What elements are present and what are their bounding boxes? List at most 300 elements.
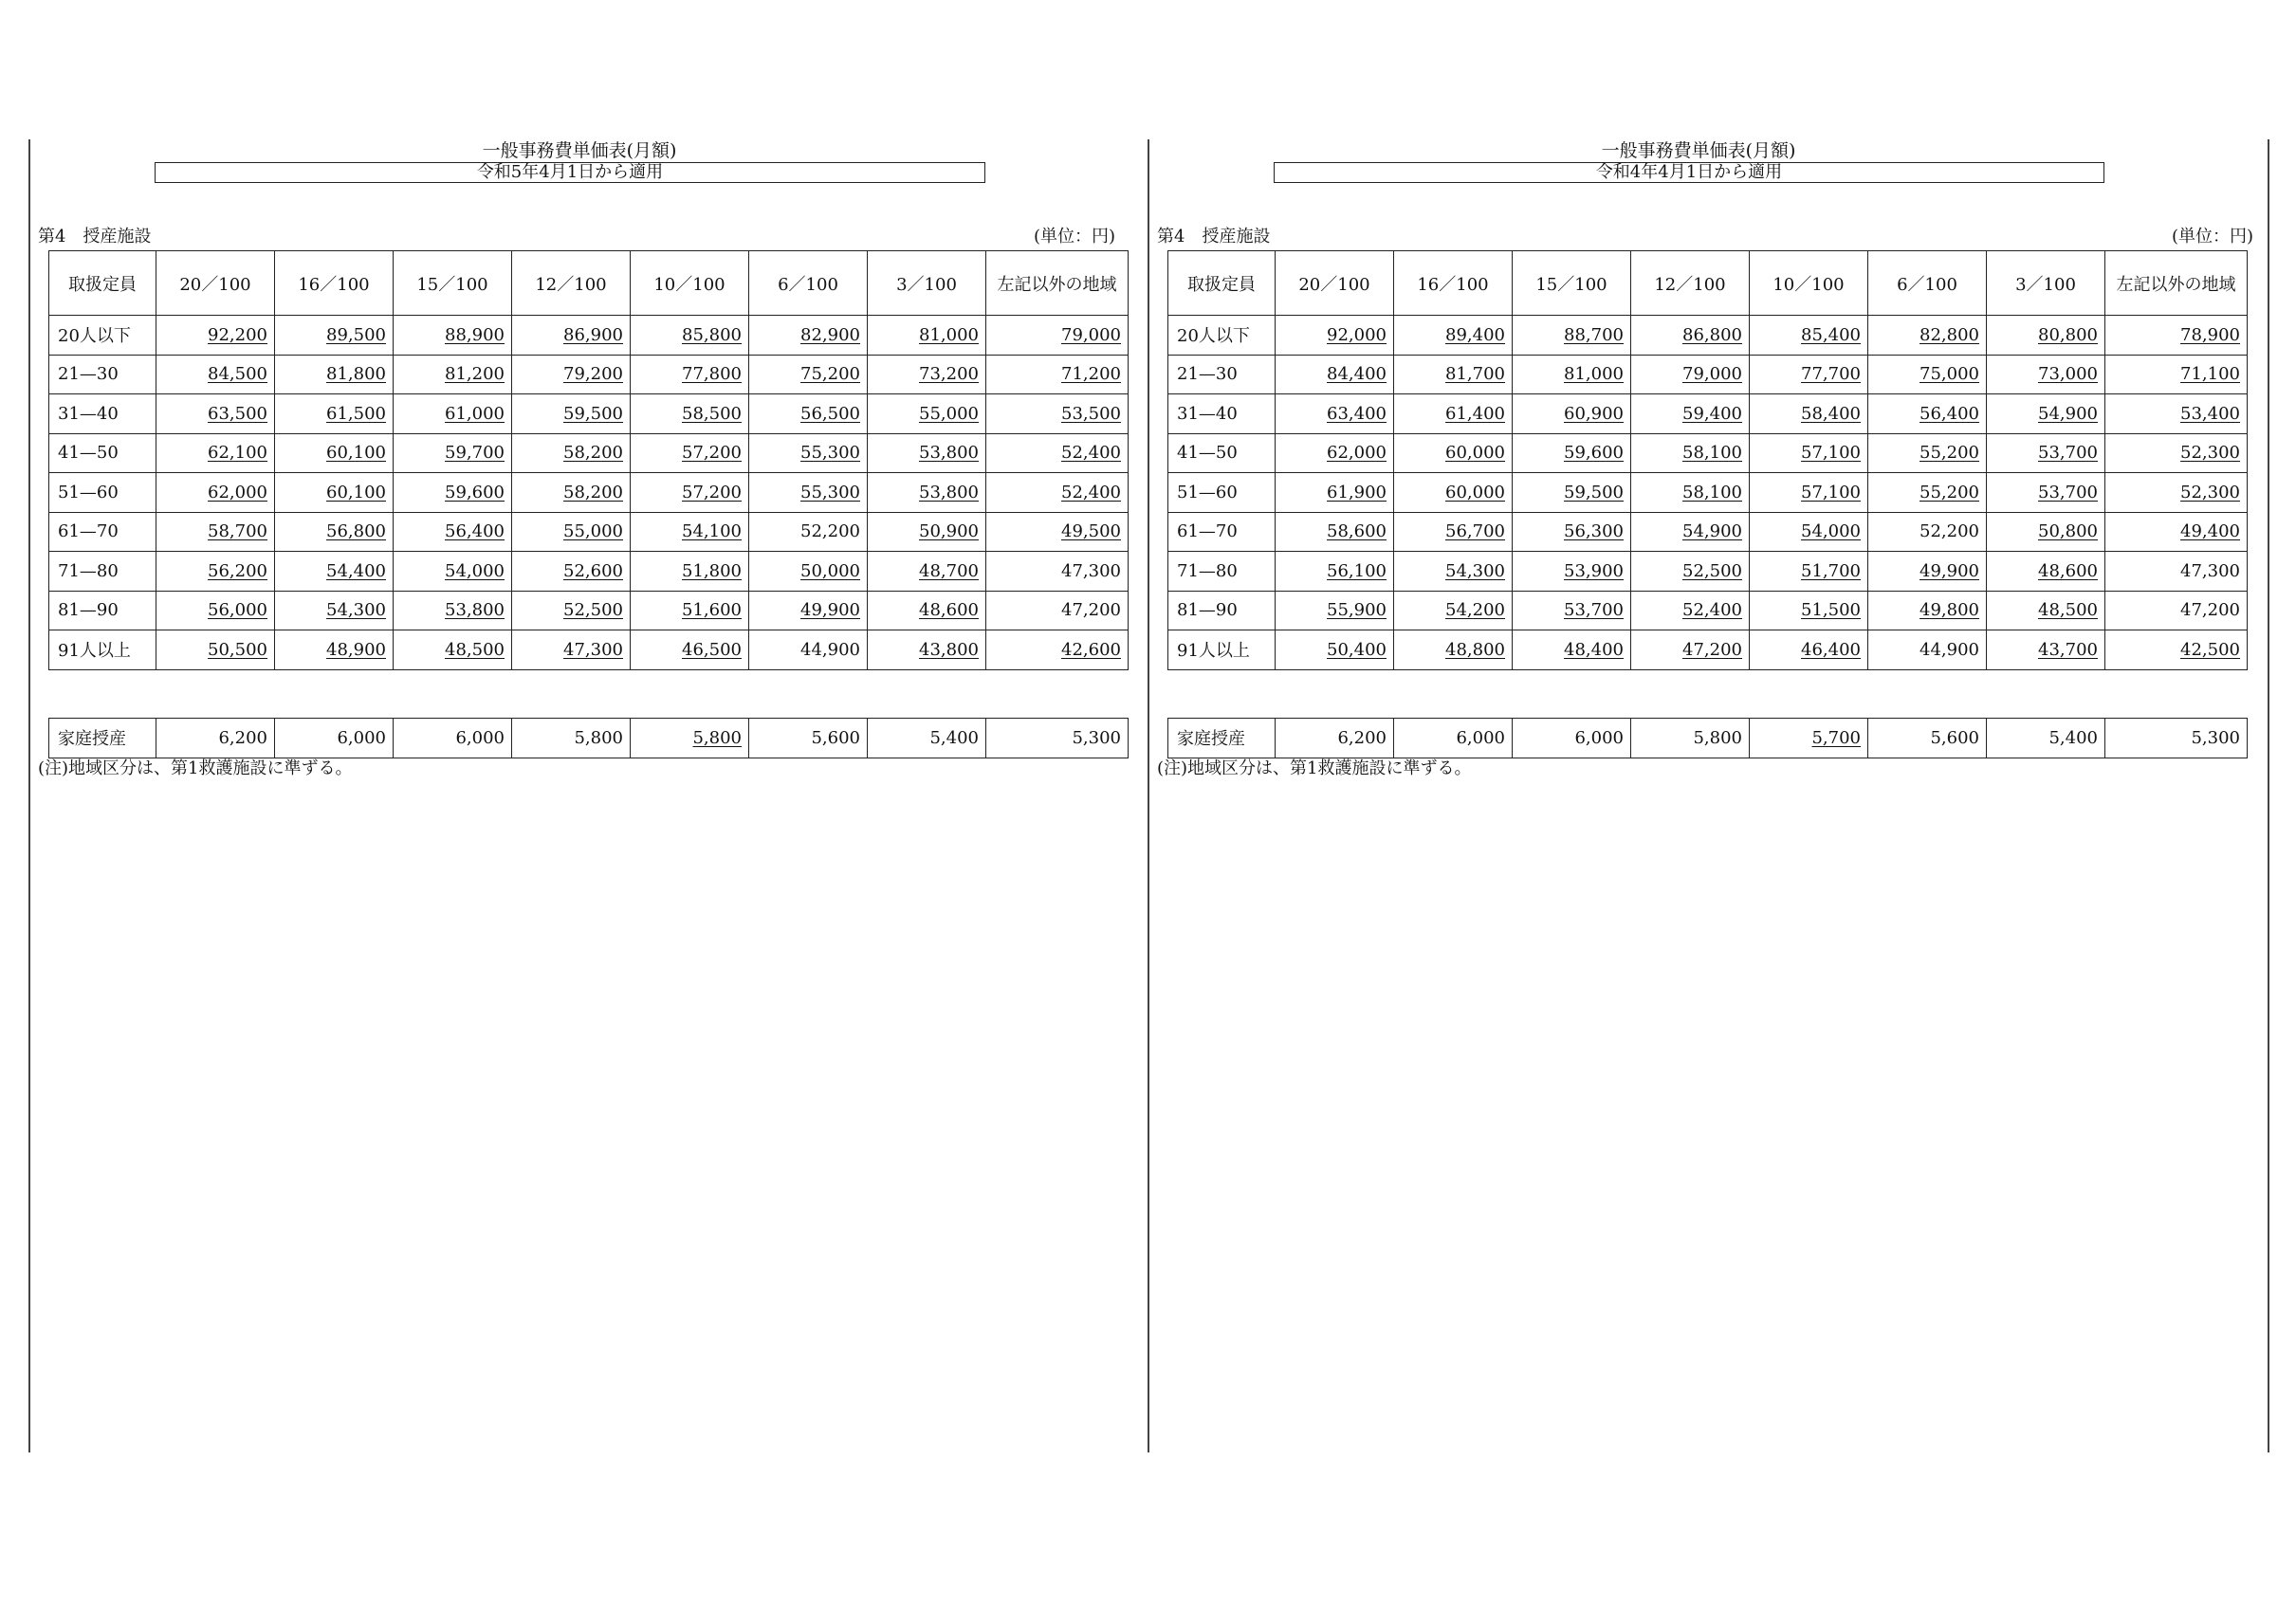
table-cell: [275, 433, 394, 473]
cell-value: 52,300: [2180, 482, 2240, 502]
footnote: (注)地域区分は、第1救護施設に準ずる。: [38, 758, 353, 778]
table-cell: [1750, 512, 1868, 552]
table-cell: [868, 355, 986, 394]
table-row: [1168, 591, 2248, 630]
cell-value: 59,600: [445, 482, 505, 502]
cell-value: 62,100: [208, 443, 267, 464]
row-label: 家庭授産: [1168, 719, 1276, 758]
cell-value: 53,700: [2038, 443, 2098, 464]
cell-value: 89,500: [326, 324, 386, 345]
cell-value: 86,800: [1682, 324, 1742, 345]
table-cell: [1987, 433, 2105, 473]
cell-value: 53,800: [919, 443, 979, 464]
cell-value: 54,200: [1445, 600, 1505, 621]
table-cell: [986, 473, 1129, 513]
cell-value: 49,400: [2180, 521, 2240, 542]
section-heading: 第4 授産施設: [38, 227, 152, 247]
table-cell: [275, 394, 394, 434]
cell-value: 73,200: [919, 364, 979, 385]
table-row: [49, 473, 1129, 513]
table-cell: [868, 394, 986, 434]
cell-value: 61,500: [326, 403, 386, 424]
table-cell: [1631, 394, 1750, 434]
table-cell: [1513, 591, 1631, 630]
cell-value: 58,100: [1682, 482, 1742, 502]
page-divider-right: [2268, 139, 2269, 1452]
row-label: 31—40: [49, 394, 156, 434]
header-cell-10-100: 10／100: [1750, 251, 1868, 316]
cell-value: 5,400: [2048, 727, 2098, 748]
cell-value: 47,300: [2180, 560, 2240, 581]
cell-value: 52,500: [563, 600, 623, 621]
table-cell: [1750, 316, 1868, 356]
table-cell: [1276, 394, 1394, 434]
cell-value: 47,300: [1061, 560, 1121, 581]
cell-value: 52,400: [1682, 600, 1742, 621]
table-cell: [749, 512, 868, 552]
cell-value: 84,400: [1327, 364, 1387, 385]
table-cell: [1394, 394, 1513, 434]
table-cell: [156, 591, 275, 630]
cell-value: 85,400: [1801, 324, 1861, 345]
cell-value: 5,300: [2191, 727, 2240, 748]
cell-value: 49,500: [1061, 521, 1121, 542]
header-row: [49, 251, 1129, 316]
cell-value: 53,700: [1564, 600, 1624, 621]
effective-date-box: 令和4年4月1日から適用: [1274, 162, 2104, 183]
table-cell: [1750, 630, 1868, 670]
row-label: 71—80: [49, 552, 156, 592]
table-cell: [1631, 512, 1750, 552]
table-cell: [275, 719, 394, 758]
table-cell: [1276, 512, 1394, 552]
cell-value: 51,500: [1801, 600, 1861, 621]
cell-value: 54,900: [2038, 403, 2098, 424]
cell-value: 55,900: [1327, 600, 1387, 621]
table-cell: [986, 394, 1129, 434]
table-cell: [512, 591, 631, 630]
table-cell: [156, 630, 275, 670]
table-cell: [394, 591, 512, 630]
row-label: 61—70: [49, 512, 156, 552]
table-cell: [986, 630, 1129, 670]
table-cell: [1750, 433, 1868, 473]
table-cell: [394, 552, 512, 592]
row-label: 61—70: [1168, 512, 1276, 552]
cell-value: 50,000: [800, 560, 860, 581]
table-cell: [868, 719, 986, 758]
cell-value: 54,400: [326, 560, 386, 581]
table-cell: [986, 719, 1129, 758]
table-cell: [868, 473, 986, 513]
table-cell: [1868, 630, 1987, 670]
cell-value: 73,000: [2038, 364, 2098, 385]
cell-value: 58,600: [1327, 521, 1387, 542]
panel-r4: [1153, 139, 2253, 1452]
cell-value: 56,200: [208, 560, 267, 581]
cell-value: 52,200: [1919, 521, 1979, 542]
cell-value: 78,900: [2180, 324, 2240, 345]
table-cell: [986, 591, 1129, 630]
table-row: [1168, 719, 2248, 758]
cell-value: 54,300: [1445, 560, 1505, 581]
table-row: [1168, 512, 2248, 552]
table-cell: [2105, 316, 2248, 356]
header-cell-16-100: 16／100: [1394, 251, 1513, 316]
table-cell: [749, 394, 868, 434]
cell-value: 88,900: [445, 324, 505, 345]
table-cell: [868, 512, 986, 552]
table-cell: [512, 433, 631, 473]
table-row: [1168, 473, 2248, 513]
table-cell: [1987, 630, 2105, 670]
row-label: 21—30: [1168, 355, 1276, 394]
table-cell: [512, 552, 631, 592]
cell-value: 5,700: [1811, 727, 1861, 748]
cell-value: 84,500: [208, 364, 267, 385]
table-row: [1168, 630, 2248, 670]
table-cell: [749, 355, 868, 394]
table-cell: [156, 473, 275, 513]
table-row: [49, 630, 1129, 670]
table-cell: [1987, 394, 2105, 434]
row-label: 20人以下: [49, 316, 156, 356]
table-cell: [275, 355, 394, 394]
table-row: [1168, 316, 2248, 356]
table-cell: [1750, 355, 1868, 394]
cell-value: 61,400: [1445, 403, 1505, 424]
effective-date-box: 令和5年4月1日から適用: [155, 162, 985, 183]
table-cell: [2105, 512, 2248, 552]
table-cell: [868, 316, 986, 356]
table-cell: [156, 433, 275, 473]
cell-value: 61,900: [1327, 482, 1387, 502]
cell-value: 53,800: [445, 600, 505, 621]
table-cell: [394, 719, 512, 758]
page-divider-center: [1148, 139, 1149, 1452]
table-cell: [1276, 355, 1394, 394]
table-row: [1168, 355, 2248, 394]
cell-value: 56,100: [1327, 560, 1387, 581]
cell-value: 57,100: [1801, 443, 1861, 464]
table-cell: [1394, 433, 1513, 473]
cell-value: 53,900: [1564, 560, 1624, 581]
cell-value: 44,900: [800, 639, 860, 660]
cell-value: 5,800: [1693, 727, 1742, 748]
cell-value: 50,800: [2038, 521, 2098, 542]
row-label: 91人以上: [49, 630, 156, 670]
cell-value: 79,200: [563, 364, 623, 385]
row-label: 81—90: [49, 591, 156, 630]
footnote: (注)地域区分は、第1救護施設に準ずる。: [1157, 758, 1472, 778]
header-cell-3-100: 3／100: [868, 251, 986, 316]
table-cell: [986, 512, 1129, 552]
table-cell: [394, 394, 512, 434]
table-cell: [631, 355, 749, 394]
row-label: 家庭授産: [49, 719, 156, 758]
table-cell: [1631, 719, 1750, 758]
table-cell: [868, 552, 986, 592]
cell-value: 48,800: [1445, 639, 1505, 660]
cell-value: 59,700: [445, 443, 505, 464]
cell-value: 47,200: [2180, 600, 2240, 621]
table-cell: [394, 355, 512, 394]
table-cell: [1513, 433, 1631, 473]
header-cell-10-100: 10／100: [631, 251, 749, 316]
cell-value: 75,200: [800, 364, 860, 385]
table-cell: [1276, 316, 1394, 356]
cell-value: 46,400: [1801, 639, 1861, 660]
header-cell-6-100: 6／100: [1868, 251, 1987, 316]
table-cell: [1868, 473, 1987, 513]
table-row: [49, 433, 1129, 473]
cell-value: 43,700: [2038, 639, 2098, 660]
table-cell: [1631, 552, 1750, 592]
table-cell: [868, 630, 986, 670]
cell-value: 51,800: [682, 560, 742, 581]
table-cell: [512, 316, 631, 356]
table-cell: [2105, 433, 2248, 473]
table-cell: [1631, 591, 1750, 630]
table-cell: [631, 512, 749, 552]
table-cell: [512, 630, 631, 670]
cell-value: 57,200: [682, 482, 742, 502]
table-cell: [2105, 394, 2248, 434]
rate-table: [1167, 250, 2248, 670]
cell-value: 58,400: [1801, 403, 1861, 424]
table-cell: [1750, 394, 1868, 434]
cell-value: 82,800: [1919, 324, 1979, 345]
table-cell: [1868, 552, 1987, 592]
table-cell: [749, 552, 868, 592]
cell-value: 48,600: [2038, 560, 2098, 581]
row-label: 21—30: [49, 355, 156, 394]
cell-value: 50,900: [919, 521, 979, 542]
table-cell: [394, 316, 512, 356]
table-row: [1168, 552, 2248, 592]
cell-value: 49,900: [800, 600, 860, 621]
header-cell-20-100: 20／100: [1276, 251, 1394, 316]
table-cell: [275, 591, 394, 630]
panel-r5: [34, 139, 1125, 1452]
cell-value: 5,400: [929, 727, 979, 748]
table-cell: [1987, 316, 2105, 356]
cell-value: 60,000: [1445, 482, 1505, 502]
page-title: 一般事務費単価表(月額): [1601, 140, 1796, 161]
table-cell: [631, 316, 749, 356]
cell-value: 53,800: [919, 482, 979, 502]
table-cell: [2105, 630, 2248, 670]
table-cell: [1868, 394, 1987, 434]
cell-value: 54,100: [682, 521, 742, 542]
cell-value: 82,900: [800, 324, 860, 345]
home-industry-table: [48, 718, 1129, 758]
cell-value: 48,500: [445, 639, 505, 660]
home-industry-table: [1167, 718, 2248, 758]
header-row: [1168, 251, 2248, 316]
cell-value: 56,400: [1919, 403, 1979, 424]
table-cell: [749, 630, 868, 670]
cell-value: 52,200: [800, 521, 860, 542]
table-cell: [275, 316, 394, 356]
table-cell: [1394, 630, 1513, 670]
table-row: [49, 394, 1129, 434]
table-cell: [512, 512, 631, 552]
table-row: [49, 316, 1129, 356]
table-row: [49, 355, 1129, 394]
cell-value: 52,300: [2180, 443, 2240, 464]
table-cell: [1394, 552, 1513, 592]
cell-value: 79,000: [1682, 364, 1742, 385]
cell-value: 92,200: [208, 324, 267, 345]
table-cell: [2105, 719, 2248, 758]
table-row: [1168, 394, 2248, 434]
table-cell: [986, 355, 1129, 394]
cell-value: 56,500: [800, 403, 860, 424]
table-cell: [1987, 719, 2105, 758]
cell-value: 43,800: [919, 639, 979, 660]
cell-value: 5,600: [1930, 727, 1979, 748]
cell-value: 56,400: [445, 521, 505, 542]
table-cell: [1750, 719, 1868, 758]
table-row: [49, 512, 1129, 552]
table-cell: [631, 473, 749, 513]
row-label: 91人以上: [1168, 630, 1276, 670]
cell-value: 60,100: [326, 482, 386, 502]
cell-value: 59,500: [563, 403, 623, 424]
table-cell: [1987, 591, 2105, 630]
table-cell: [1868, 591, 1987, 630]
cell-value: 47,300: [563, 639, 623, 660]
cell-value: 48,500: [2038, 600, 2098, 621]
cell-value: 6,000: [337, 727, 386, 748]
table-row: [49, 552, 1129, 592]
cell-value: 53,400: [2180, 403, 2240, 424]
table-cell: [1513, 512, 1631, 552]
table-cell: [1868, 719, 1987, 758]
cell-value: 55,000: [563, 521, 623, 542]
header-cell-15-100: 15／100: [394, 251, 512, 316]
table-cell: [394, 630, 512, 670]
cell-value: 75,000: [1919, 364, 1979, 385]
table-cell: [631, 433, 749, 473]
cell-value: 71,100: [2180, 364, 2240, 385]
cell-value: 42,500: [2180, 639, 2240, 660]
cell-value: 55,200: [1919, 482, 1979, 502]
cell-value: 60,900: [1564, 403, 1624, 424]
table-cell: [394, 473, 512, 513]
table-cell: [986, 316, 1129, 356]
table-cell: [1394, 316, 1513, 356]
table-cell: [1750, 473, 1868, 513]
cell-value: 63,500: [208, 403, 267, 424]
header-cell-other: 左記以外の地域: [986, 251, 1129, 316]
cell-value: 81,700: [1445, 364, 1505, 385]
table-cell: [749, 591, 868, 630]
row-label: 71—80: [1168, 552, 1276, 592]
table-cell: [631, 630, 749, 670]
cell-value: 44,900: [1919, 639, 1979, 660]
table-cell: [512, 394, 631, 434]
table-cell: [1868, 512, 1987, 552]
cell-value: 56,300: [1564, 521, 1624, 542]
table-cell: [1276, 630, 1394, 670]
cell-value: 58,500: [682, 403, 742, 424]
page-divider-left: [28, 139, 30, 1452]
cell-value: 6,000: [1574, 727, 1624, 748]
row-label: 51—60: [49, 473, 156, 513]
table-cell: [631, 552, 749, 592]
header-cell-12-100: 12／100: [1631, 251, 1750, 316]
table-cell: [986, 552, 1129, 592]
cell-value: 57,100: [1801, 482, 1861, 502]
cell-value: 54,000: [445, 560, 505, 581]
table-row: [49, 719, 1129, 758]
cell-value: 52,600: [563, 560, 623, 581]
cell-value: 52,400: [1061, 443, 1121, 464]
table-cell: [1987, 355, 2105, 394]
table-cell: [2105, 552, 2248, 592]
cell-value: 49,800: [1919, 600, 1979, 621]
cell-value: 55,300: [800, 443, 860, 464]
table-cell: [1868, 355, 1987, 394]
table-cell: [1513, 473, 1631, 513]
cell-value: 85,800: [682, 324, 742, 345]
table-cell: [631, 394, 749, 434]
table-cell: [1513, 630, 1631, 670]
table-cell: [1276, 552, 1394, 592]
table-row: [1168, 433, 2248, 473]
cell-value: 56,800: [326, 521, 386, 542]
header-cell-other: 左記以外の地域: [2105, 251, 2248, 316]
table-cell: [1513, 394, 1631, 434]
table-cell: [1868, 316, 1987, 356]
cell-value: 59,600: [1564, 443, 1624, 464]
cell-value: 81,200: [445, 364, 505, 385]
cell-value: 5,800: [574, 727, 623, 748]
cell-value: 52,400: [1061, 482, 1121, 502]
table-cell: [749, 316, 868, 356]
table-cell: [275, 473, 394, 513]
table-cell: [156, 552, 275, 592]
header-cell-15-100: 15／100: [1513, 251, 1631, 316]
row-label: 41—50: [49, 433, 156, 473]
table-cell: [512, 473, 631, 513]
cell-value: 54,300: [326, 600, 386, 621]
cell-value: 60,000: [1445, 443, 1505, 464]
row-label: 51—60: [1168, 473, 1276, 513]
table-cell: [631, 591, 749, 630]
table-cell: [156, 512, 275, 552]
table-cell: [156, 355, 275, 394]
table-cell: [156, 394, 275, 434]
table-cell: [1750, 591, 1868, 630]
cell-value: 56,700: [1445, 521, 1505, 542]
table-cell: [1987, 473, 2105, 513]
cell-value: 6,000: [1456, 727, 1505, 748]
section-heading: 第4 授産施設: [1157, 227, 1271, 247]
cell-value: 6,000: [455, 727, 505, 748]
cell-value: 6,200: [1337, 727, 1387, 748]
header-cell-16-100: 16／100: [275, 251, 394, 316]
header-cell-capacity: 取扱定員: [1168, 251, 1276, 316]
header-cell-capacity: 取扱定員: [49, 251, 156, 316]
table-cell: [1631, 355, 1750, 394]
table-cell: [1394, 591, 1513, 630]
table-cell: [156, 316, 275, 356]
cell-value: 53,500: [1061, 403, 1121, 424]
cell-value: 63,400: [1327, 403, 1387, 424]
